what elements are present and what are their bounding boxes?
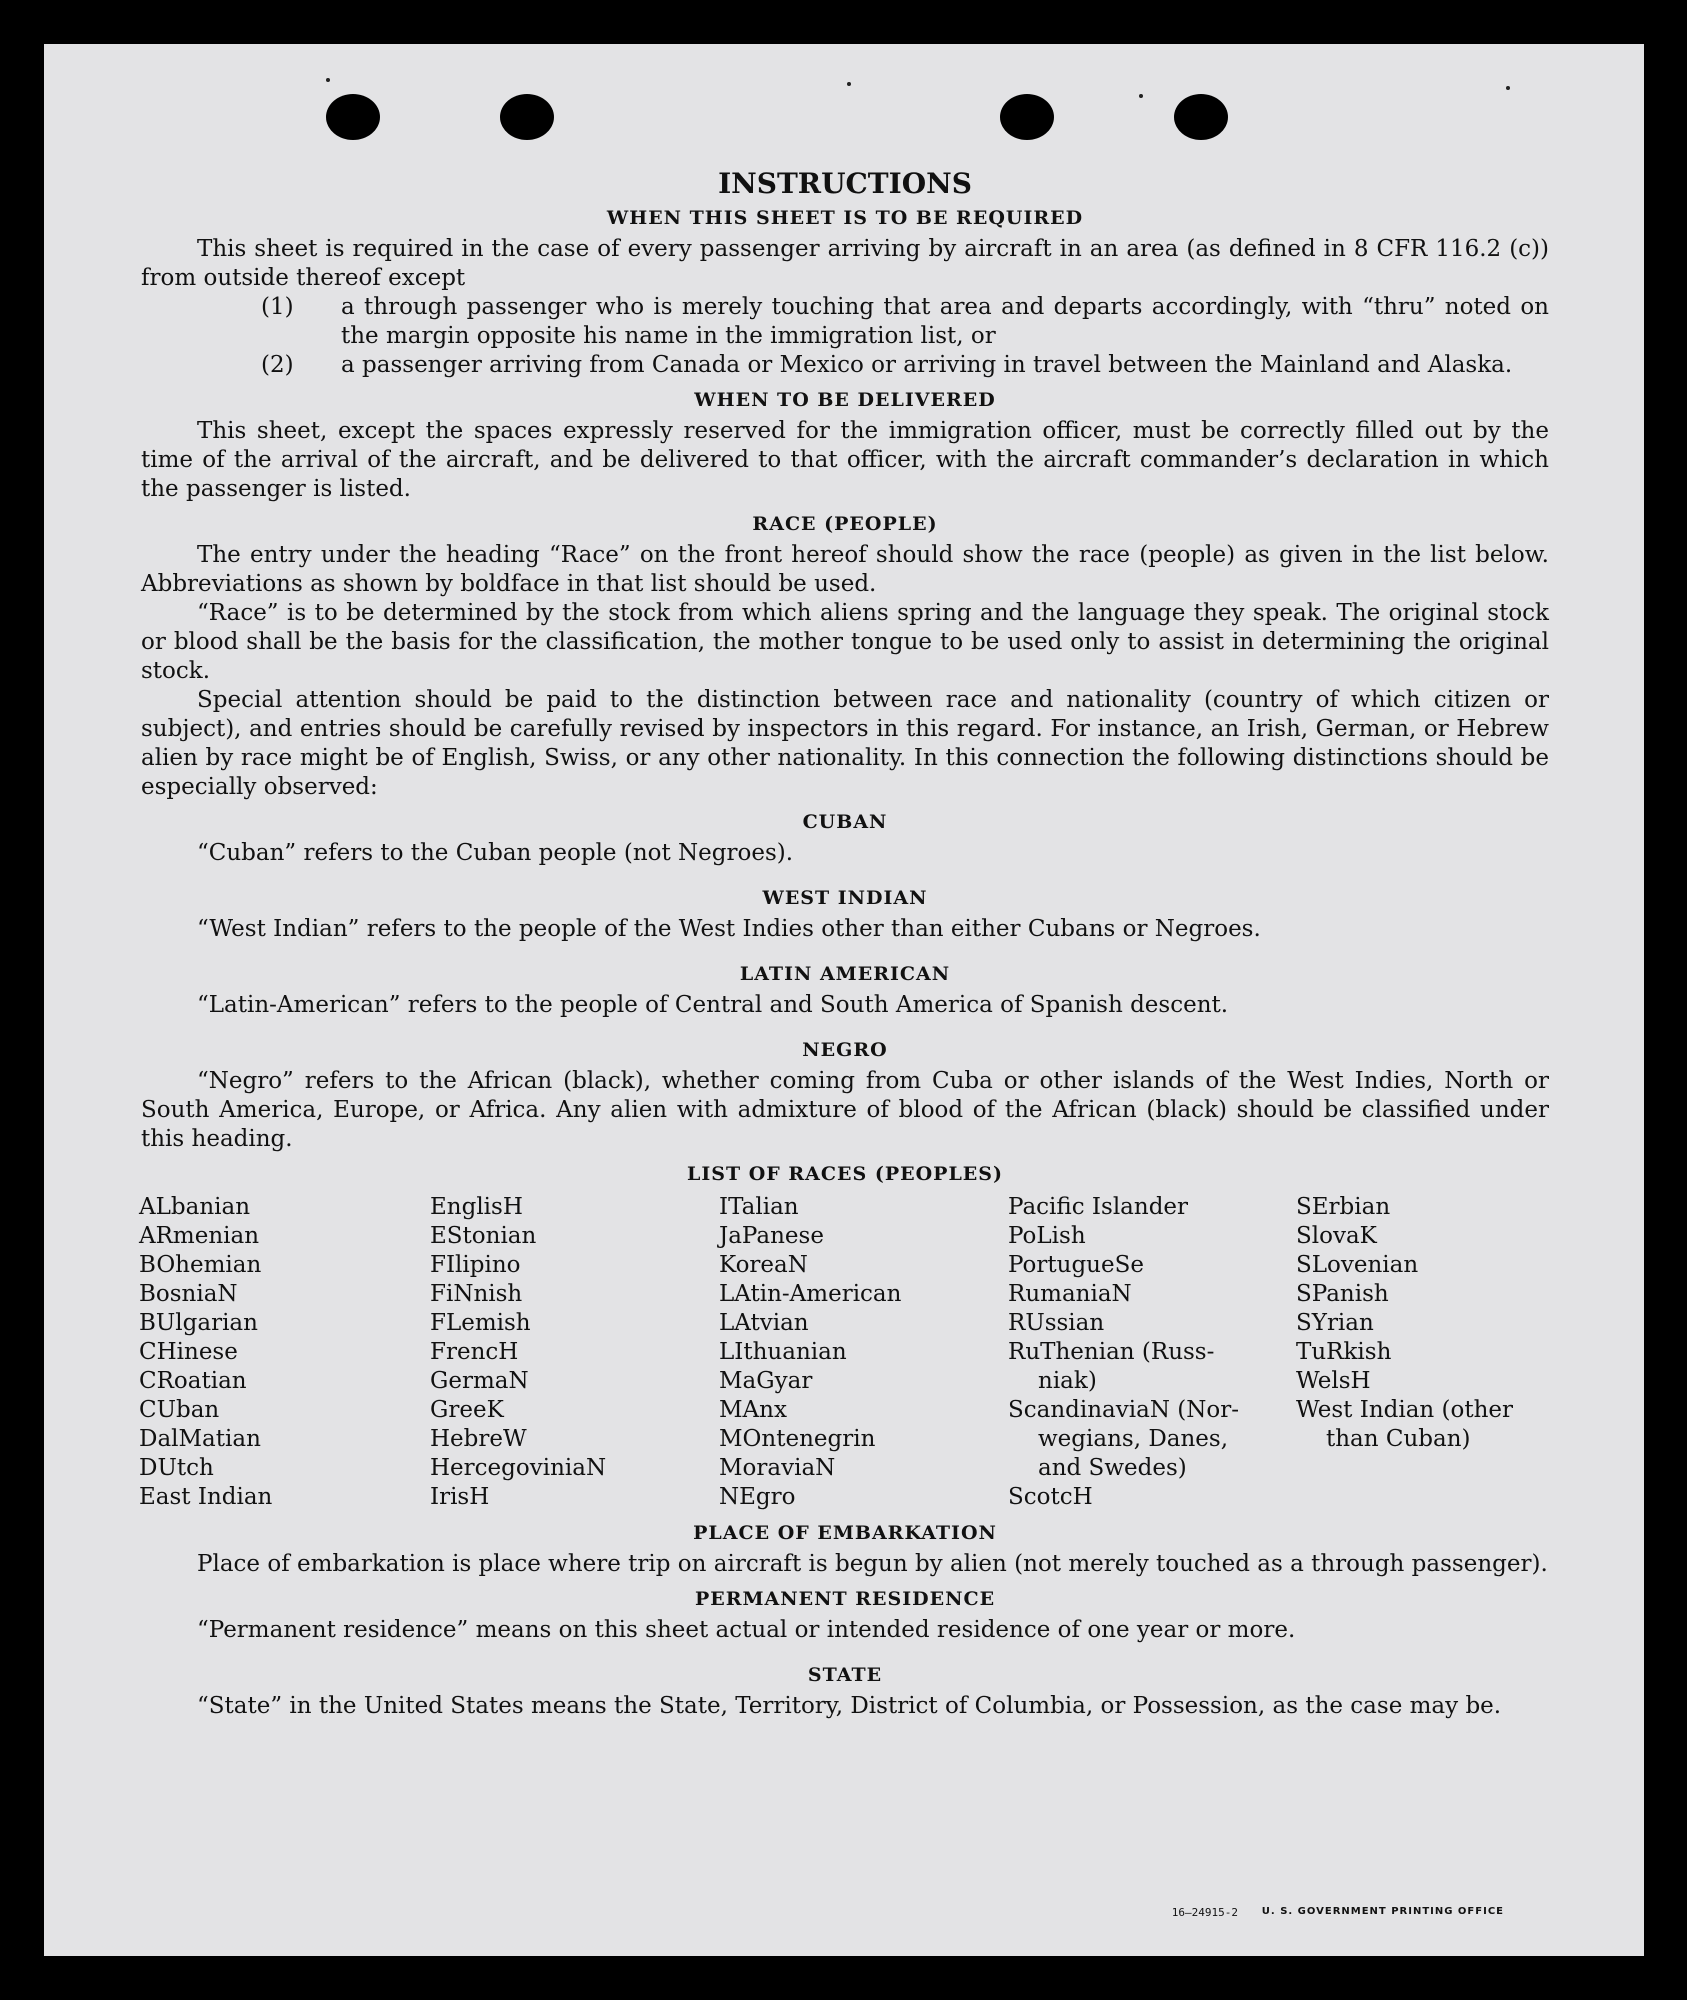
races-column-5 (1296, 1193, 1513, 1454)
race-entry: MAnx (719, 1397, 787, 1423)
race-entry: East Indian (139, 1484, 273, 1510)
race-entry: DalMatian (139, 1426, 261, 1452)
form-number: 16—24915-2 (1171, 1906, 1238, 1919)
race-entry: FrencH (430, 1339, 519, 1365)
race-entry: EStonian (430, 1223, 537, 1249)
required-item-2: (2) a passenger arriving from Canada or Mexico or arriving in travel between the Mainland and Alaska. (261, 352, 1513, 378)
races-column-3 (719, 1193, 901, 1512)
heading-list-of-races: LIST OF RACES (PEOPLES) (687, 1163, 1003, 1185)
printer-credit: U. S. GOVERNMENT PRINTING OFFICE (1261, 1906, 1504, 1917)
race-entry: JaPanese (719, 1223, 824, 1249)
race-entry: MaGyar (719, 1368, 813, 1394)
punch-hole (500, 94, 554, 140)
race-entry: MOntenegrin (719, 1426, 876, 1452)
heading-embarkation: PLACE OF EMBARKATION (693, 1522, 997, 1544)
race-paragraph-3: Special attention should be paid to the distinction between race and nationality (country of which citizen or subject), and entries should be carefully revised by inspectors in this regard. For instance, an Irish, German, or Hebrew alien by race might be of English, Swiss, or any other nationality. In this connection the following distinctions should be especially observed: (141, 687, 1549, 800)
heading-required: WHEN THIS SHEET IS TO BE REQUIRED (606, 207, 1084, 229)
race-entry: MoraviaN (719, 1455, 836, 1481)
heading-residence: PERMANENT RESIDENCE (694, 1588, 996, 1610)
race-entry: ScotcH (1008, 1484, 1093, 1510)
item-number: (2) (261, 352, 294, 378)
race-paragraph-2: “Race” is to be determined by the stock from which aliens spring and the language they speak. The original stock or blood shall be the basis for the classification, the mother tongue to be used only to assist in determining the original stock. (141, 600, 1549, 684)
negro-text: “Negro” refers to the African (black), whether coming from Cuba or other islands of the West Indies, North or South America, Europe, or Africa. Any alien with admixture of blood of the African (black) should be classified under this heading. (141, 1068, 1549, 1152)
race-entry: FiNnish (430, 1281, 523, 1307)
race-entry: FLemish (430, 1310, 531, 1336)
race-entry: PoLish (1008, 1223, 1086, 1249)
race-entry: RumaniaN (1008, 1281, 1132, 1307)
race-entry: CHinese (139, 1339, 238, 1365)
paper-speck (1139, 94, 1143, 98)
heading-race: RACE (PEOPLE) (752, 513, 938, 535)
heading-state: STATE (807, 1664, 883, 1686)
race-entry: EnglisH (430, 1194, 523, 1220)
punch-hole (1000, 94, 1054, 140)
residence-text: “Permanent residence” means on this sheet actual or intended residence of one year or more. (197, 1617, 1296, 1643)
paper-speck (847, 82, 851, 86)
race-entry: WelsH (1296, 1368, 1371, 1394)
required-intro: This sheet is required in the case of every passenger arriving by aircraft in an area (as defined in 8 CFR 116.2 (c)) from outside thereof except (141, 236, 1549, 291)
race-entry: ARmenian (139, 1223, 260, 1249)
embarkation-text: Place of embarkation is place where trip on aircraft is begun by alien (not merely touched as a through passenger). (197, 1551, 1548, 1577)
race-entry: LIthuanian (719, 1339, 847, 1365)
heading-cuban: CUBAN (802, 811, 888, 833)
state-text: “State” in the United States means the State, Territory, District of Columbia, or Possession, as the case may be. (197, 1693, 1502, 1719)
west-indian-text: “West Indian” refers to the people of the West Indies other than either Cubans or Negroes. (197, 916, 1261, 942)
race-entry: RuThenian (Russ- (1008, 1339, 1215, 1365)
delivered-text: This sheet, except the spaces expressly reserved for the immigration officer, must be correctly filled out by the time of the arrival of the aircraft, and be delivered to that officer, with the aircraft commander’s declaration in which the passenger is listed. (141, 418, 1549, 502)
race-entry: IrisH (430, 1484, 490, 1510)
races-column-1 (139, 1193, 272, 1512)
race-entry: niak) (1038, 1368, 1097, 1394)
document-sheet (44, 44, 1644, 1956)
race-entry: FIlipino (430, 1252, 521, 1278)
paper-speck (326, 78, 330, 82)
race-entry: CRoatian (139, 1368, 247, 1394)
race-entry: CUban (139, 1397, 220, 1423)
race-entry: BOhemian (139, 1252, 262, 1278)
heading-negro: NEGRO (802, 1039, 888, 1061)
race-entry: than Cuban) (1326, 1426, 1471, 1452)
race-entry: Pacific Islander (1008, 1194, 1189, 1220)
race-entry: and Swedes) (1038, 1455, 1187, 1481)
punch-hole (326, 94, 380, 140)
race-entry: SLovenian (1296, 1252, 1419, 1278)
heading-west-indian: WEST INDIAN (762, 887, 928, 909)
race-entry: West Indian (other (1296, 1397, 1514, 1423)
latin-american-text: “Latin-American” refers to the people of Central and South America of Spanish descent. (197, 992, 1229, 1018)
race-entry: ALbanian (139, 1194, 251, 1220)
punch-hole (1174, 94, 1228, 140)
races-column-2 (430, 1193, 606, 1512)
race-entry: NEgro (719, 1484, 796, 1510)
page-title: INSTRUCTIONS (718, 167, 972, 200)
race-entry: SYrian (1296, 1310, 1374, 1336)
race-entry: GreeK (430, 1397, 504, 1423)
races-list (141, 1193, 1549, 1513)
race-entry: BosniaN (139, 1281, 238, 1307)
race-entry: PortugueSe (1008, 1252, 1144, 1278)
race-entry: HercegoviniaN (430, 1455, 607, 1481)
heading-delivered: WHEN TO BE DELIVERED (694, 389, 996, 411)
race-entry: LAtin-American (719, 1281, 902, 1307)
heading-latin-american: LATIN AMERICAN (739, 963, 951, 985)
paper-speck (1506, 86, 1510, 90)
races-column-4 (1008, 1193, 1239, 1512)
race-entry: ITalian (719, 1194, 799, 1220)
race-entry: LAtvian (719, 1310, 809, 1336)
race-entry: SlovaK (1296, 1223, 1377, 1249)
race-entry: HebreW (430, 1426, 527, 1452)
race-entry: ScandinaviaN (Nor- (1008, 1397, 1239, 1423)
required-item-1: (1) a through passenger who is merely touching that area and departs accordingly, with “thru” noted on the margin opposite his name in the immigration list, or (261, 294, 1549, 349)
race-entry: BUlgarian (139, 1310, 258, 1336)
race-entry: SPanish (1296, 1281, 1389, 1307)
race-entry: SErbian (1296, 1194, 1391, 1220)
race-paragraph-1: The entry under the heading “Race” on the front hereof should show the race (people) as given in the list below. Abbreviations as shown by boldface in that list should be used. (141, 542, 1549, 597)
race-entry: RUssian (1008, 1310, 1105, 1336)
item-number: (1) (261, 294, 294, 320)
race-entry: TuRkish (1296, 1339, 1392, 1365)
race-entry: GermaN (430, 1368, 529, 1394)
race-entry: wegians, Danes, (1038, 1426, 1229, 1452)
instructions-body (141, 169, 1549, 1721)
cuban-text: “Cuban” refers to the Cuban people (not Negroes). (197, 840, 794, 866)
race-entry: DUtch (139, 1455, 214, 1481)
race-entry: KoreaN (719, 1252, 808, 1278)
